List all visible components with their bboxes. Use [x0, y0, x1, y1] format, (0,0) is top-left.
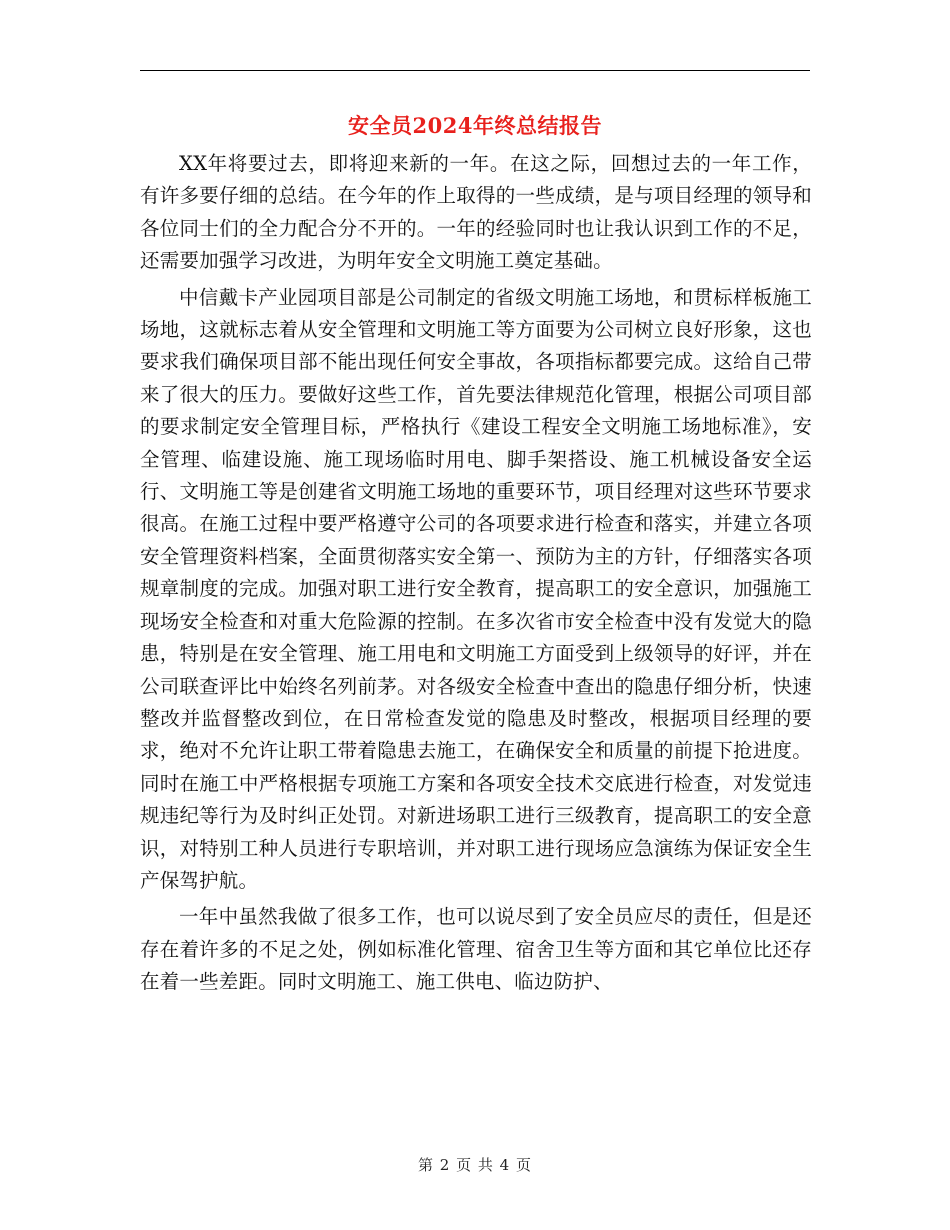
paragraph-intro: XX年将要过去，即将迎来新的一年。在这之际，回想过去的一年工作，有许多要仔细的总结。在今年的作上取得的一些成绩，是与项目经理的领导和各位同士们的全力配合分不开的。一年的经验同时也让我认识到工作的不足，还需要加强学习改进，为明年安全文明施工奠定基础。	[140, 152, 812, 273]
page-number-footer: 第 2 页 共 4 页	[418, 1156, 532, 1174]
document-body	[140, 148, 812, 1003]
header-rule	[140, 70, 810, 71]
document-title: 安全员2024年终总结报告	[348, 113, 602, 138]
paragraph-shortcomings: 一年中虽然我做了很多工作，也可以说尽到了安全员应尽的责任，但是还存在着许多的不足之处，例如标准化管理、宿舍卫生等方面和其它单位比还存在着一些差距。同时文明施工、施工供电、临边防护、	[140, 905, 812, 994]
paragraph-project-work: 中信戴卡产业园项目部是公司制定的省级文明施工场地，和贯标样板施工场地，这就标志着从安全管理和文明施工等方面要为公司树立良好形象，这也要求我们确保项目部不能出现任何安全事故，各项指标都要完成。这给自己带来了很大的压力。要做好这些工作，首先要法律规范化管理，根据公司项目部的要求制定安全管理目标，严格执行《建设工程安全文明施工场地标准》，安全管理、临建设施、施工现场临时用电、脚手架搭设、施工机械设备安全运行、文明施工等是创建省文明施工场地的重要环节，项目经理对这些环节要求很高。在施工过程中要严格遵守公司的各项要求进行检查和落实，并建立各项安全管理资料档案，全面贯彻落实安全第一、预防为主的方针，仔细落实各项规章制度的完成。加强对职工进行安全教育，提高职工的安全意识，加强施工现场安全检查和对重大危险源的控制。在多次省市安全检查中没有发觉大的隐患，特别是在安全管理、施工用电和文明施工方面受到上级领导的好评，并在公司联查评比中始终名列前茅。对各级安全检查中查出的隐患仔细分析，快速整改并监督整改到位，在日常检查发觉的隐患及时整改，根据项目经理的要求，绝对不允许让职工带着隐患去施工，在确保安全和质量的前提下抢进度。同时在施工中严格根据专项施工方案和各项安全技术交底进行检查，对发觉违规违纪等行为及时纠正处罚。对新进场职工进行三级教育，提高职工的安全意识，对特别工种人员进行专职培训，并对职工进行现场应急演练为保证安全生产保驾护航。	[140, 285, 812, 892]
